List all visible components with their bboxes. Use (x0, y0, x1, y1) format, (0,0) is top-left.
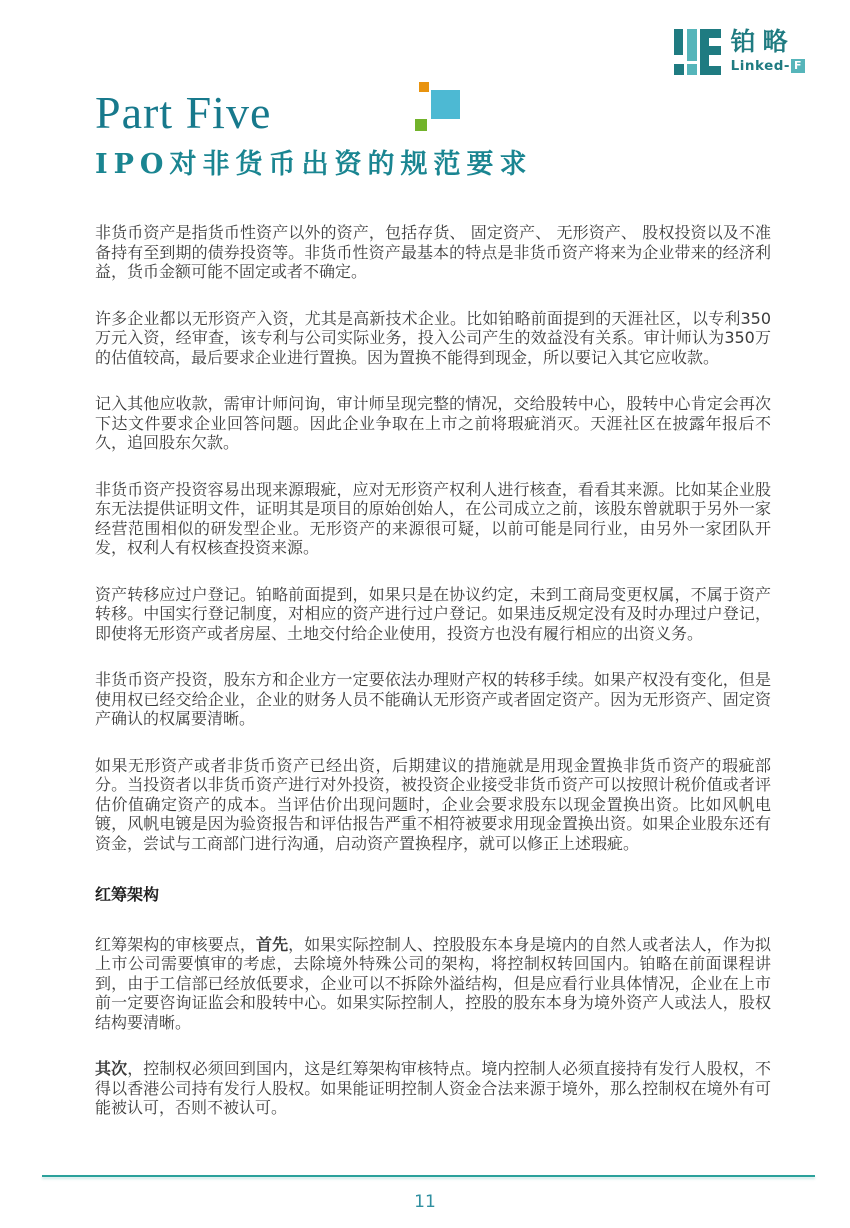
paragraph-8 (95, 935, 771, 1033)
deco-square-blue (431, 90, 460, 119)
section-heading-red-chip: 红筹架构 (95, 885, 160, 904)
deco-square-green (415, 119, 427, 131)
footer-divider (42, 1175, 815, 1177)
linked-f-logo-icon (674, 28, 721, 76)
paragraph-1: 非货币资产是指货币性资产以外的资产，包括存货、 固定资产、 无形资产、 股权投资以及不准备持有至到期的债券投资等。非货币性资产最基本的特点是非货币资产将来为企业带来的经济利益，货币金额可能不固定或者不确定。 (95, 223, 771, 281)
paragraph-4: 非货币资产投资容易出现来源瑕疵，应对无形资产权利人进行核查，看看其来源。比如某企业股东无法提供证明文件，证明其是项目的原始创始人，在公司成立之前，该股东曾就职于另外一家经营范围相似的研发型企业。无形资产的来源很可疑，以前可能是同行业，由另外一家团队开发，权利人有权核查投资来源。 (95, 479, 771, 557)
paragraph-2: 许多企业都以无形资产入资，尤其是高新技术企业。比如铂略前面提到的天涯社区，以专利350万元入资，经审查，该专利与公司实际业务，投入公司产生的效益没有关系。审计师认为350万的估值较高，最后要求企业进行置换。因为置换不能得到现金，所以要记入其它应收款。 (95, 308, 771, 367)
deco-squares (317, 78, 467, 138)
paragraph-8-rest: ，如果实际控制人、控股股东本身是境内的自然人或者法人，作为拟上市公司需要慎审的考虑，去除境外特殊公司的架构，将控制权转回国内。铂略在前面课程讲到，由于工信部已经放低要求，企业可以不拆除外溢结构，但是应看行业具体情况，企业在上市前一定要咨询证监会和股转中心。如果实际控制人，控股的股东本身为境外资产人或法人，股权结构要清晰。 (95, 934, 771, 1032)
title-block (95, 88, 775, 181)
deco-square-orange (419, 82, 429, 92)
paragraph-3: 记入其他应收款，需审计师问询，审计师呈现完整的情况，交给股转中心，股转中心肯定会再次下达文件要求企业回答问题。因此企业争取在上市之前将瑕疵消灭。天涯社区在披露年报后不久，追回股东欠款。 (95, 394, 771, 452)
brand-text (731, 28, 805, 74)
paragraph-5: 资产转移应过户登记。铂略前面提到，如果只是在协议约定，未到工商局变更权属，不属于资产转移。中国实行登记制度，对相应的资产进行过户登记。如果违反规定没有及时办理过户登记，即使将无形资产或者房屋、土地交付给企业使用，投资方也没有履行相应的出资义务。 (95, 584, 771, 643)
part-title: Part Five (95, 87, 272, 138)
brand-name-zh: 铂略 (730, 27, 795, 56)
paragraph-8-prefix: 红筹架构的审核要点， (95, 934, 256, 954)
paragraph-9-bold-term: 其次 (95, 1059, 128, 1078)
paragraph-9 (95, 1059, 771, 1118)
page-number: 11 (414, 1192, 436, 1212)
paragraph-6: 非货币资产投资，股东方和企业方一定要依法办理财产权的转移手续。如果产权没有变化，但是使用权已经交给企业，企业的财务人员不能确认无形资产或者固定资产。因为无形资产、固定资产确认的权属要清晰。 (95, 670, 771, 728)
brand-name-en-text: Linked- (730, 57, 790, 74)
brand-logo (674, 28, 805, 76)
paragraph-7: 如果无形资产或者非货币资产已经出资，后期建议的措施就是用现金置换非货币资产的瑕疵部分。当投资者以非货币资产进行对外投资，被投资企业接受非货币资产可以按照计税价值或者评估价值确定资产的成本。当评估价出现问题时，企业会要求股东以现金置换出资。比如风帆电镀，风帆电镀是因为验资报告和评估报告严重不相符被要求用现金置换出资。如果企业股东还有资金，尝试与工商部门进行沟通，启动资产置换程序，就可以修正上述瑕疵。 (95, 755, 771, 853)
brand-f-badge: F (791, 59, 805, 73)
paragraph-8-bold-term: 首先 (255, 934, 289, 954)
section-title: IPO对非货币出资的规范要求 (95, 148, 533, 180)
brand-name-en (731, 58, 805, 74)
paragraph-9-rest: ，控制权必须回到国内，这是红筹架构审核特点。境内控制人必须直接持有发行人股权，不得以香港公司持有发行人股权。如果能证明控制人资金合法来源于境外，那么控制权在境外有可能被认可，否则不被认可。 (95, 1059, 771, 1117)
document-body (95, 223, 771, 1118)
